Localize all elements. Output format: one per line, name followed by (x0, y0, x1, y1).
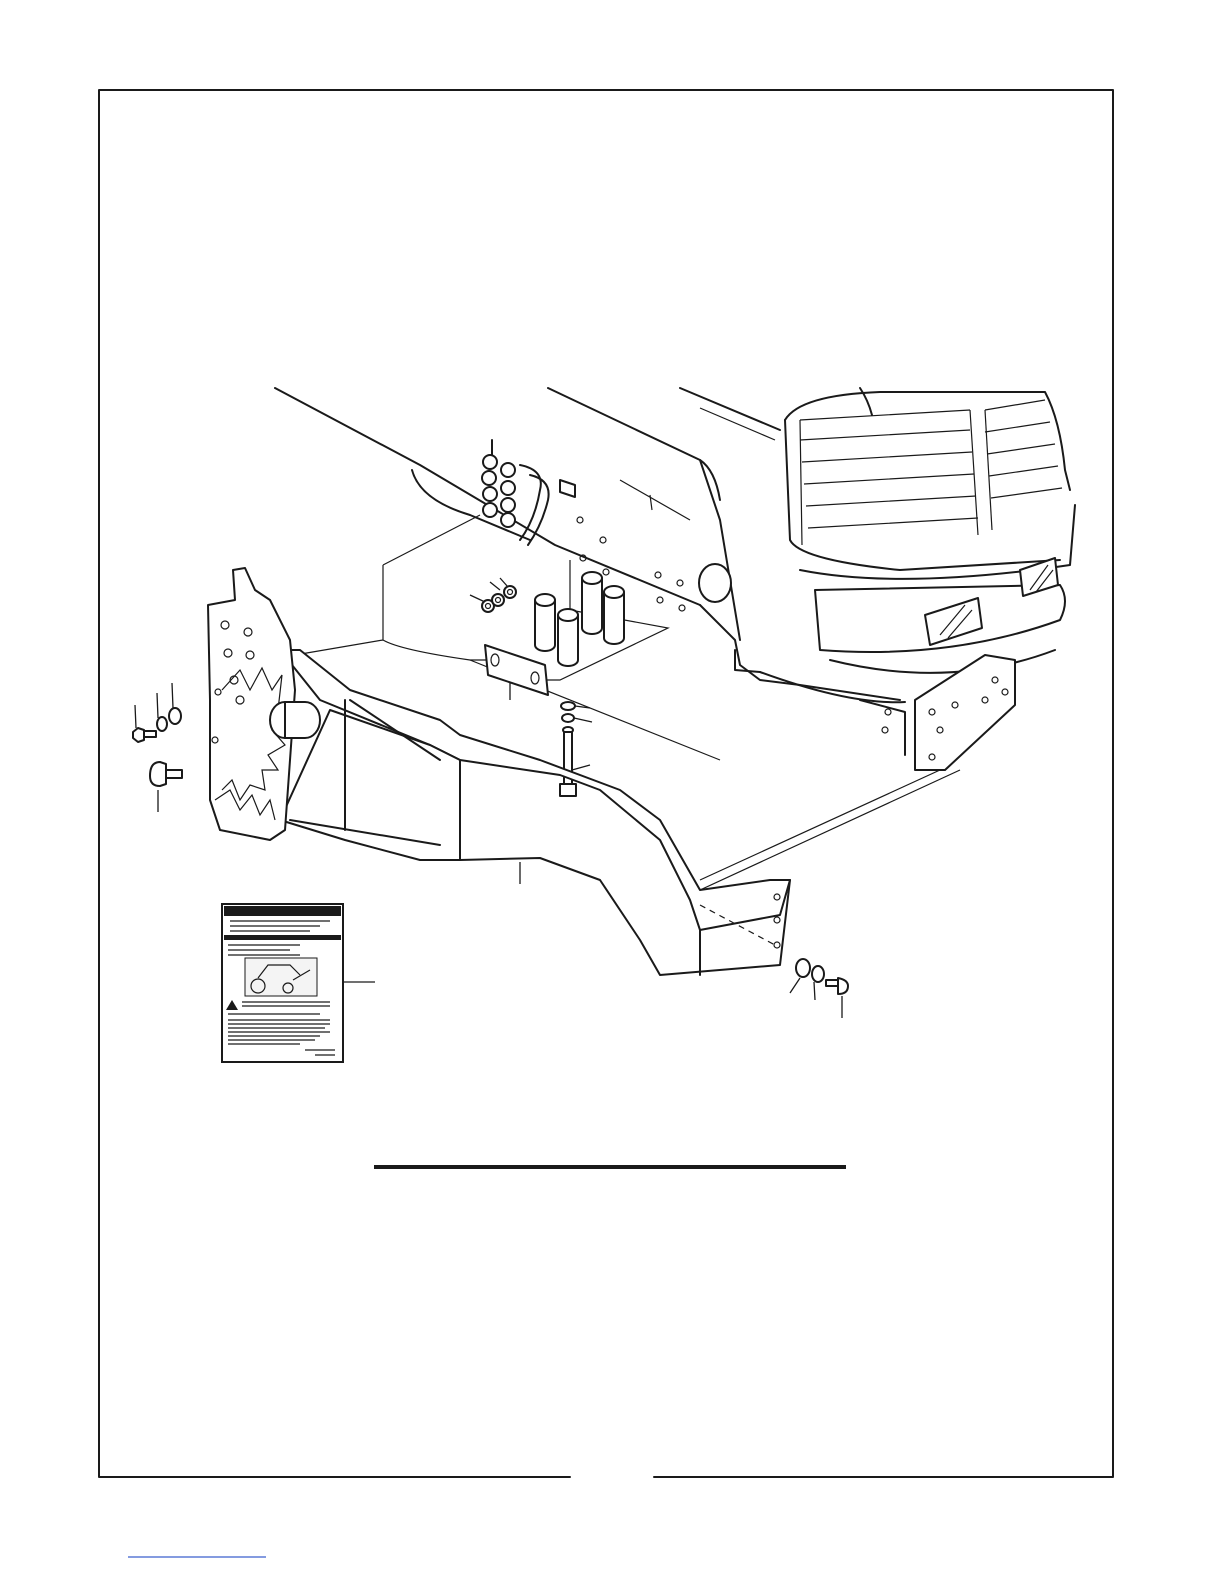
headlight-left (925, 598, 982, 645)
hardware-top (470, 578, 516, 612)
tractor-grille (760, 392, 1075, 702)
hardware-right (790, 959, 848, 1018)
separator-rule (374, 1165, 846, 1169)
hardware-left (133, 683, 182, 812)
tractor-body (275, 388, 900, 700)
headlight-right (1020, 558, 1058, 596)
decal-sheet (222, 904, 343, 1062)
bushing-tubes (535, 572, 624, 666)
loader-mount-frame (280, 650, 790, 975)
hydraulic-couplers (482, 440, 549, 545)
bracket-outline (295, 515, 490, 660)
clamp-plate (485, 645, 548, 700)
